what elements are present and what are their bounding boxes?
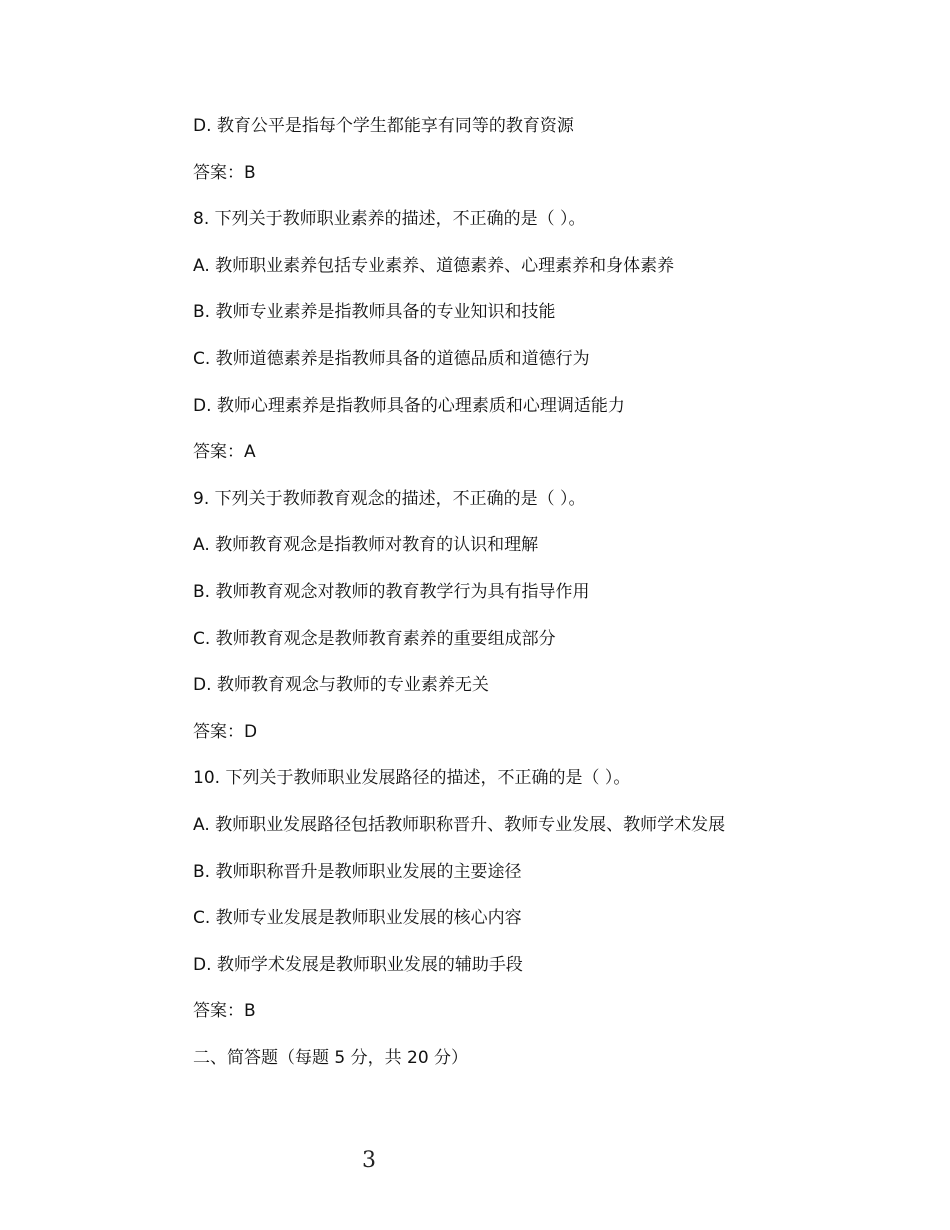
question-10: 10. 下列关于教师职业发展路径的描述，不正确的是（ ）。 [193,768,631,789]
option-b-q9: B. 教师教育观念对教师的教育教学行为具有指导作用 [193,581,590,602]
option-d-q10: D. 教师学术发展是教师职业发展的辅助手段 [193,954,523,975]
question-9: 9. 下列关于教师教育观念的描述，不正确的是（ ）。 [193,488,586,509]
option-c-q10: C. 教师专业发展是教师职业发展的核心内容 [193,908,522,929]
option-d-q9: D. 教师教育观念与教师的专业素养无关 [193,675,489,696]
page-number: 3 [362,1148,376,1173]
option-c-q8: C. 教师道德素养是指教师具备的道德品质和道德行为 [193,348,590,369]
question-8: 8. 下列关于教师职业素养的描述，不正确的是（ ）。 [193,209,586,230]
answer-q9: 答案：D [193,721,258,742]
answer-q8: 答案：A [193,442,256,463]
page-content [193,114,893,1092]
option-a-q8: A. 教师职业素养包括专业素养、道德素养、心理素养和身体素养 [193,255,675,276]
option-c-q9: C. 教师教育观念是教师教育素养的重要组成部分 [193,628,556,649]
option-b-q8: B. 教师专业素养是指教师具备的专业知识和技能 [193,302,556,323]
option-a-q10: A. 教师职业发展路径包括教师职称晋升、教师专业发展、教师学术发展 [193,814,726,835]
option-b-q10: B. 教师职称晋升是教师职业发展的主要途径 [193,861,522,882]
answer-q10: 答案：B [193,1001,256,1022]
option-d-q7: D. 教育公平是指每个学生都能享有同等的教育资源 [193,116,574,136]
option-d-q8: D. 教师心理素养是指教师具备的心理素质和心理调适能力 [193,395,625,416]
section-heading-short-answer: 二、简答题（每题 5 分，共 20 分） [193,1047,469,1068]
answer-q7: 答案：B [193,162,256,183]
option-a-q9: A. 教师教育观念是指教师对教育的认识和理解 [193,535,539,556]
